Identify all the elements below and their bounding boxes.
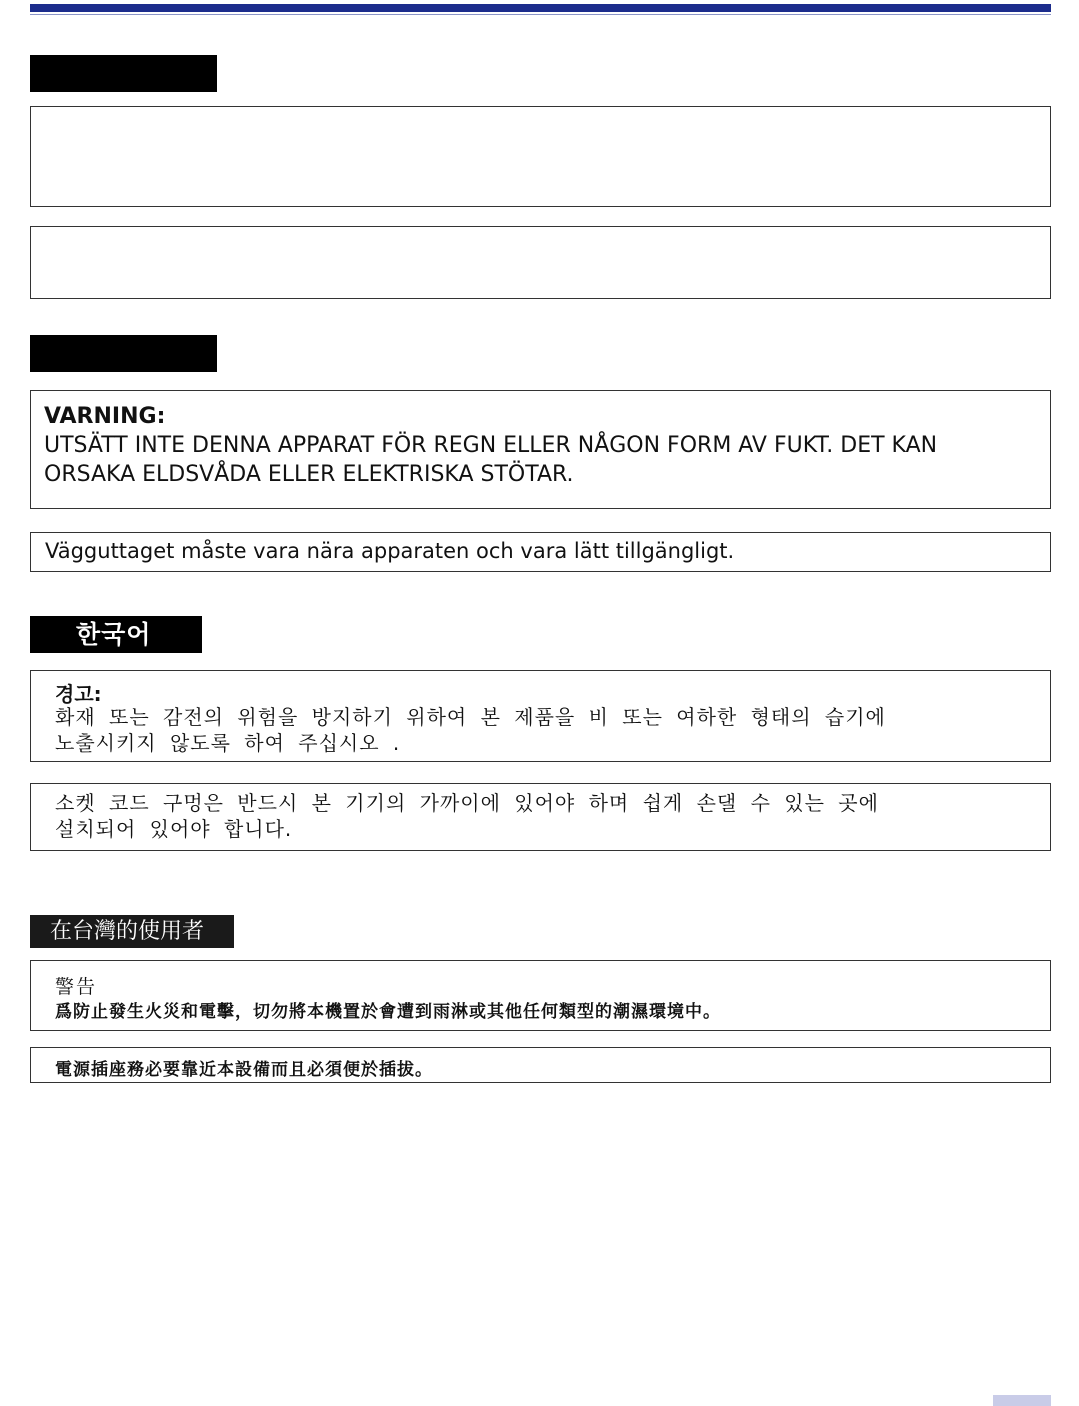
korean-warning-line: 화재 또는 감전의 위험을 방지하기 위하여 본 제품을 비 또는 여하한 형태의 습기에 xyxy=(55,705,886,729)
korean-socket-text xyxy=(55,790,1037,842)
swedish-socket-note: Vägguttaget måste vara nära apparaten och vara lätt tillgängligt. xyxy=(45,539,735,563)
taiwan-warning-heading: 警告 xyxy=(55,976,98,998)
section-tab-korean xyxy=(30,616,202,653)
section-tab-1 xyxy=(30,55,217,92)
korean-warning-line: 노출시키지 않도록 하여 주십시오 . xyxy=(55,731,401,755)
korean-warning-box xyxy=(30,670,1051,762)
korean-warning-text xyxy=(55,704,1037,756)
taiwan-warning-box xyxy=(30,960,1051,1031)
warning-box-1 xyxy=(30,106,1051,207)
swedish-warning-box xyxy=(30,390,1051,509)
taiwan-socket-note: 電源插座務必要靠近本設備而且必須便於插拔。 xyxy=(55,1060,433,1080)
taiwan-socket-box xyxy=(30,1047,1051,1083)
top-rule xyxy=(30,4,1051,12)
korean-warning-heading: 경고: xyxy=(55,682,102,706)
korean-socket-line: 설치되어 있어야 합니다. xyxy=(55,817,293,841)
swedish-socket-box xyxy=(30,532,1051,572)
page-corner-tab xyxy=(993,1395,1051,1406)
section-tab-2 xyxy=(30,335,217,372)
section-label-taiwan: 在台灣的使用者 xyxy=(50,919,205,944)
swedish-warning-text xyxy=(44,431,1037,489)
swedish-warning-line: UTSÄTT INTE DENNA APPARAT FÖR REGN ELLER NÅGON FORM AV FUKT. DET KAN xyxy=(44,433,938,458)
notice-box-1 xyxy=(30,226,1051,299)
swedish-warning-heading: VARNING: xyxy=(44,404,166,429)
section-label-korean: 한국어 xyxy=(76,620,152,649)
korean-socket-line: 소켓 코드 구멍은 반드시 본 기기의 가까이에 있어야 하며 쉽게 손댈 수 있는 곳에 xyxy=(55,791,879,815)
section-tab-taiwan xyxy=(30,915,234,948)
swedish-warning-line: ORSAKA ELDSVÅDA ELLER ELEKTRISKA STÖTAR. xyxy=(44,462,574,487)
korean-socket-box xyxy=(30,783,1051,851)
taiwan-warning-text: 爲防止發生火災和電擊，切勿將本機置於會遭到雨淋或其他任何類型的潮濕環境中。 xyxy=(55,1002,721,1022)
